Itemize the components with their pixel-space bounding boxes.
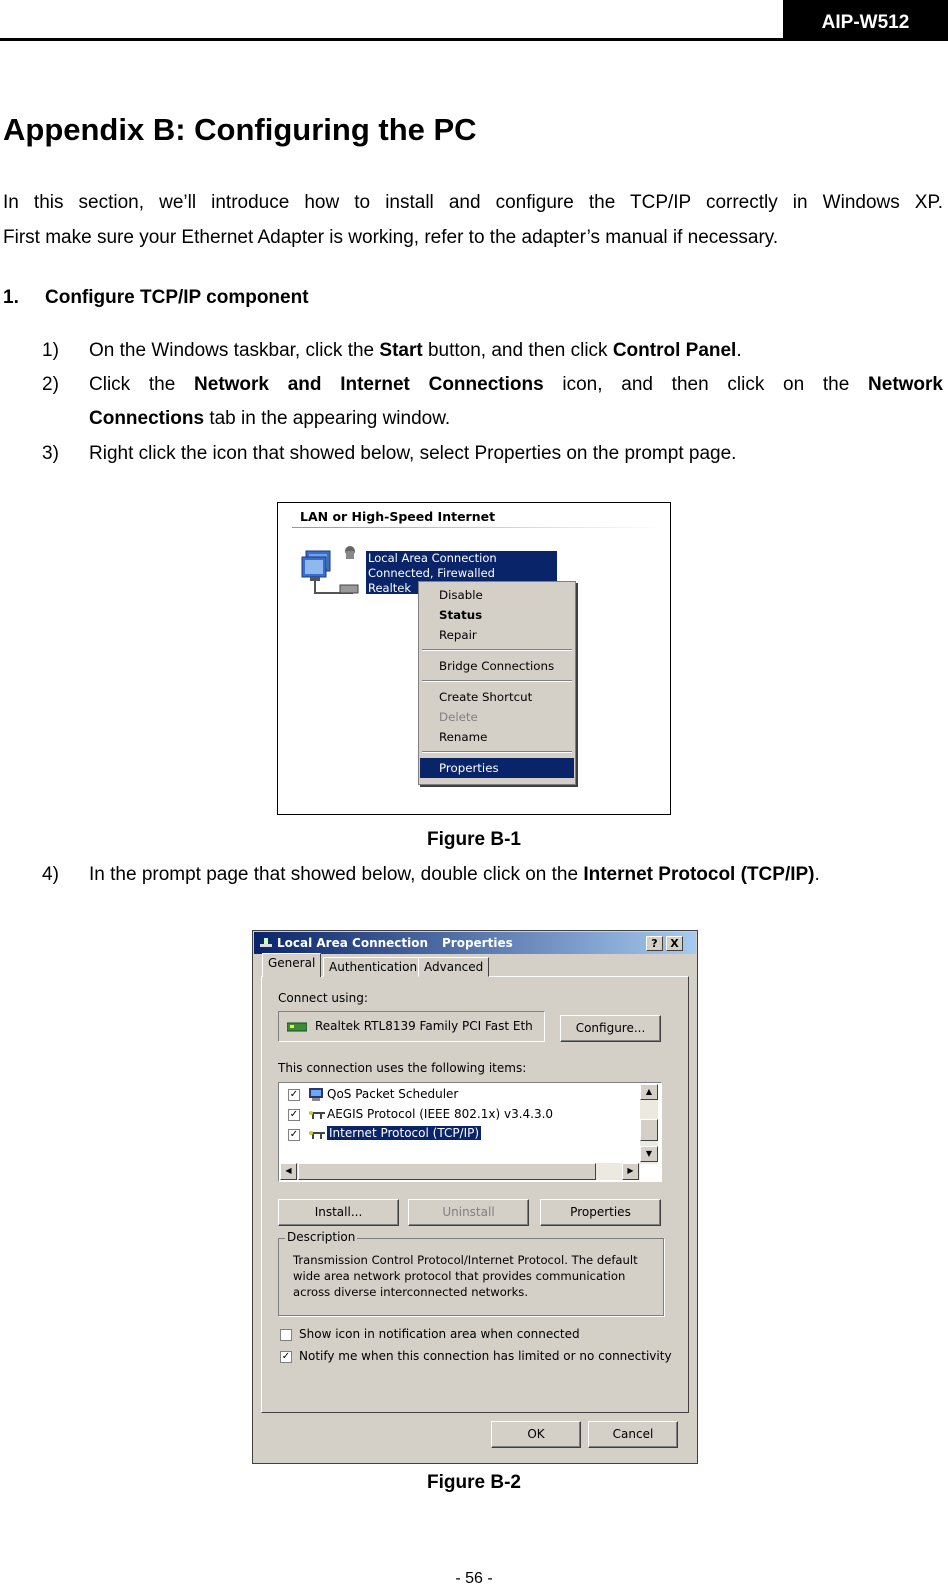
context-menu (418, 581, 576, 785)
connect-using-label: Connect using: (278, 991, 368, 1005)
menu-separator (422, 649, 572, 651)
show-icon-checkbox[interactable] (280, 1329, 292, 1341)
aegis-protocol-icon (307, 1107, 327, 1121)
figure-b2-caption: Figure B-2 (427, 1472, 521, 1493)
properties-button[interactable]: Properties (540, 1199, 661, 1226)
configure-button[interactable]: Configure... (560, 1015, 661, 1042)
uninstall-button: Uninstall (408, 1199, 529, 1226)
menu-item-disable[interactable]: Disable (439, 588, 483, 602)
network-connection-icon[interactable] (300, 545, 364, 601)
dialog-title-bar (254, 932, 696, 954)
ok-button[interactable]: OK (491, 1421, 581, 1448)
dialog-title-suffix: Properties (442, 936, 513, 950)
model-label: AIP-W512 (821, 11, 910, 33)
cancel-button[interactable]: Cancel (588, 1421, 678, 1448)
step-text-line-2: Connections tab in the appearing window. (89, 408, 451, 429)
step-text-line-1: Click the Network and Internet Connections icon, and then click on the Network (89, 374, 943, 395)
list-item-aegis[interactable]: AEGIS Protocol (IEEE 802.1x) v3.4.3.0 (327, 1107, 554, 1121)
connection-device: Realtek (368, 581, 412, 595)
menu-item-status[interactable]: Status (439, 608, 483, 622)
step-text: Right click the icon that showed below, select Properties on the prompt page. (89, 443, 737, 464)
description-group (278, 1230, 664, 1316)
menu-item-delete: Delete (439, 710, 478, 724)
scroll-thumb[interactable] (640, 1119, 658, 1141)
step-number: 1) (42, 340, 59, 361)
group-header: LAN or High-Speed Internet (300, 509, 496, 524)
figure-b1-screenshot (277, 502, 671, 815)
network-card-icon (287, 1021, 307, 1033)
step-text: In the prompt page that showed below, double click on the Internet Protocol (TCP/IP). (89, 864, 820, 885)
intro-line-2: First make sure your Ethernet Adapter is working, refer to the adapter’s manual if necessary. (3, 227, 779, 248)
menu-item-rename[interactable]: Rename (439, 730, 488, 744)
components-list[interactable] (278, 1082, 662, 1182)
menu-separator (422, 680, 572, 682)
step-number: 4) (42, 864, 59, 885)
qos-service-icon (307, 1086, 325, 1102)
menu-item-bridge-connections[interactable]: Bridge Connections (439, 659, 555, 673)
items-label: This connection uses the following items: (278, 1061, 527, 1075)
network-icon (258, 936, 274, 950)
qos-checkbox[interactable]: ✓ (289, 1089, 299, 1100)
vertical-scrollbar[interactable] (640, 1084, 658, 1164)
page-title: Appendix B: Configuring the PC (3, 112, 477, 147)
step-2 (0, 374, 948, 444)
aegis-checkbox[interactable]: ✓ (289, 1109, 299, 1120)
step-text: On the Windows taskbar, click the Start button, and then click Control Panel. (89, 340, 742, 361)
step-number: 2) (42, 374, 59, 395)
adapter-name: Realtek RTL8139 Family PCI Fast Eth (315, 1019, 533, 1033)
list-item-qos[interactable]: QoS Packet Scheduler (327, 1087, 459, 1101)
list-item-tcpip-selected[interactable]: Internet Protocol (TCP/IP) (329, 1126, 480, 1140)
connection-status: Connected, Firewalled (368, 566, 495, 580)
description-text: Transmission Control Protocol/Internet Protocol. The default wide area network protocol that provides communication across diverse interconnected networks. (293, 1253, 638, 1299)
show-icon-label[interactable]: Show icon in notification area when connected (299, 1327, 580, 1341)
horizontal-scrollbar[interactable] (280, 1163, 640, 1180)
menu-item-repair[interactable]: Repair (439, 628, 477, 642)
figure-b2-properties-dialog (252, 930, 698, 1464)
dialog-title: Local Area Connection (277, 936, 429, 950)
menu-item-properties[interactable]: Properties (420, 758, 574, 778)
step-4 (0, 864, 948, 890)
scroll-left-arrow-icon[interactable]: ◀ (280, 1163, 297, 1180)
install-button[interactable]: Install... (278, 1199, 399, 1226)
model-badge (783, 0, 948, 41)
tab-general[interactable]: General (262, 953, 321, 977)
menu-separator (422, 751, 572, 753)
adapter-field (278, 1011, 545, 1042)
description-label: Description (287, 1230, 356, 1244)
page-number: - 56 - (455, 1570, 493, 1587)
section-number: 1. (3, 287, 19, 308)
hscroll-thumb[interactable] (298, 1163, 596, 1180)
tcpip-protocol-icon (307, 1127, 327, 1141)
tcpip-checkbox[interactable]: ✓ (289, 1129, 299, 1140)
connection-name: Local Area Connection (368, 551, 497, 565)
notify-checkbox[interactable]: ✓ (281, 1351, 291, 1362)
scroll-down-arrow-icon[interactable]: ▼ (640, 1146, 658, 1162)
intro-line-1: In this section, we’ll introduce how to install and configure the TCP/IP correctly in Windows XP. (3, 192, 943, 213)
figure-b1-caption: Figure B-1 (427, 829, 521, 850)
menu-item-create-shortcut[interactable]: Create Shortcut (439, 690, 533, 704)
tab-advanced[interactable]: Advanced (418, 957, 489, 977)
group-header-rule (292, 527, 662, 528)
scroll-right-arrow-icon[interactable]: ▶ (622, 1163, 639, 1180)
step-1 (0, 340, 948, 366)
step-3 (0, 443, 948, 469)
scroll-up-arrow-icon[interactable]: ▲ (640, 1084, 658, 1100)
intro-paragraph (3, 185, 943, 255)
step-number: 3) (42, 443, 59, 464)
close-button[interactable]: X (666, 936, 683, 951)
help-button[interactable]: ? (646, 936, 663, 951)
tab-authentication[interactable]: Authentication (323, 957, 423, 977)
section-heading (3, 287, 309, 309)
section-title: Configure TCP/IP component (45, 287, 309, 308)
notify-label[interactable]: Notify me when this connection has limited or no connectivity (299, 1349, 672, 1363)
